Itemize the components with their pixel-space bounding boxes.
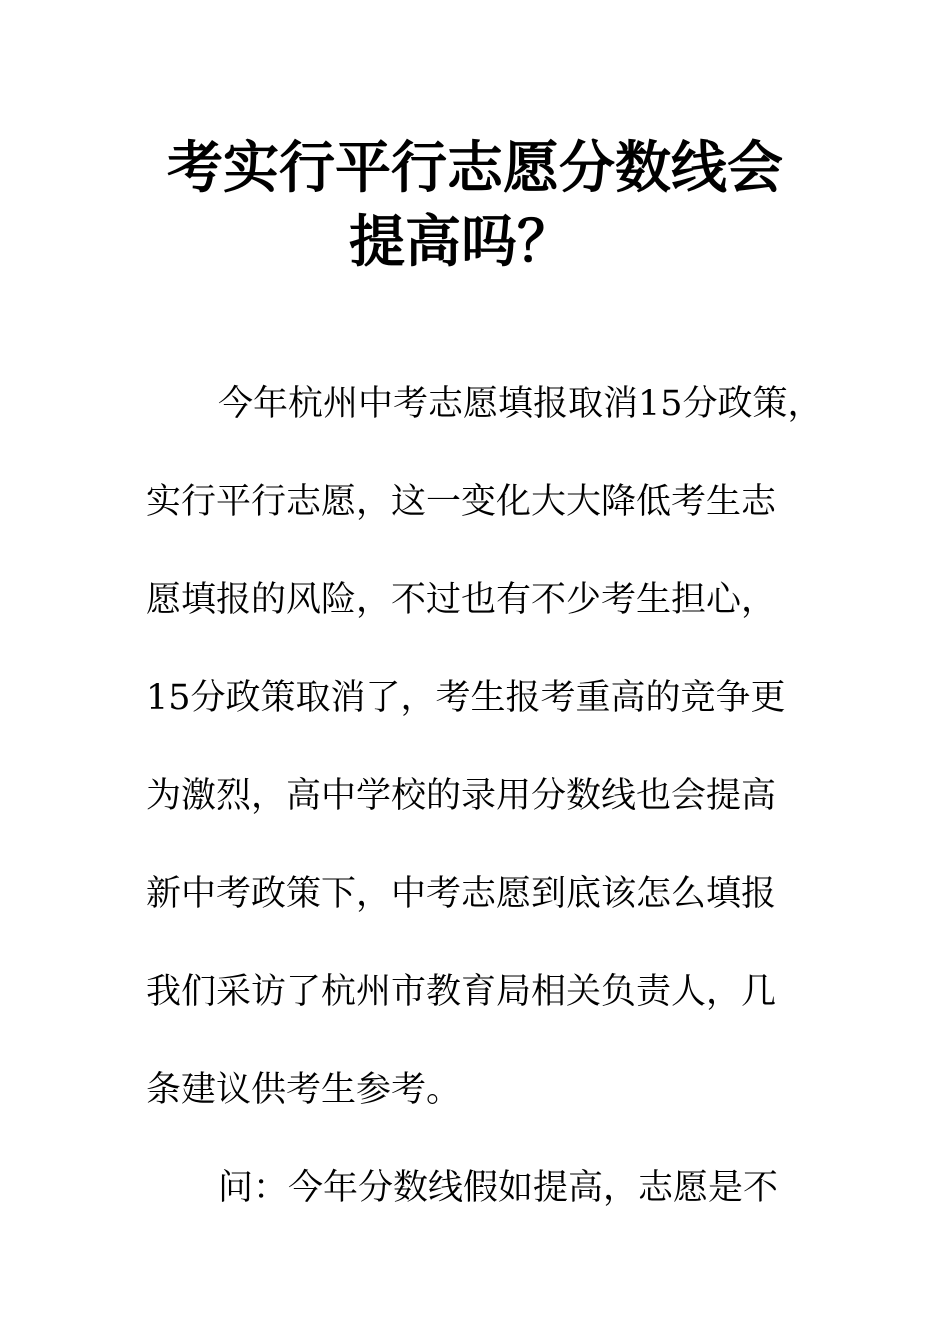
body-line: 条建议供考生参考。 — [146, 1070, 462, 1110]
title-line-2: 提高吗？ — [349, 209, 573, 275]
body-line: 愿填报的风险，不过也有不少考生担心， — [146, 580, 777, 620]
body-line: 今年杭州中考志愿填报取消15分政策， — [218, 384, 823, 424]
title-line-1: 考实行平行志愿分数线会 — [167, 135, 783, 201]
body-line: 我们采访了杭州市教育局相关负责人，几 — [146, 972, 777, 1012]
body-line: 问：今年分数线假如提高，志愿是不 — [218, 1168, 779, 1208]
body-line: 新中考政策下，中考志愿到底该怎么填报 — [146, 874, 777, 914]
body-line: 实行平行志愿，这一变化大大降低考生志 — [146, 482, 777, 522]
body-line: 15分政策取消了，考生报考重高的竞争更 — [146, 678, 786, 718]
body-line: 为激烈，高中学校的录用分数线也会提高 — [146, 776, 777, 816]
